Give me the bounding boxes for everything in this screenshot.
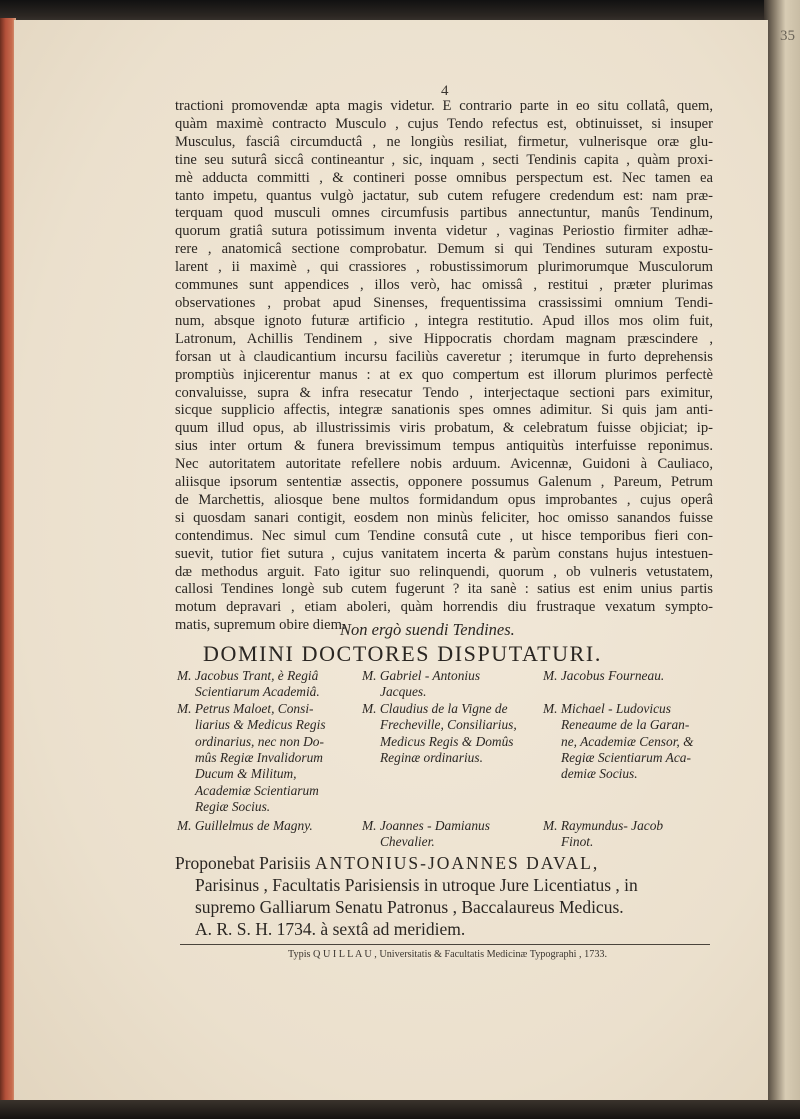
paragraph-line: communes sunt appendices , illos verò, hac omissâ , restitui , præter plurimas [175,277,713,294]
paragraph-line: Nec autoritatem autoritate refellere nobis arduum. Avicennæ, Guidoni à Cauliaco, [175,456,713,473]
paragraph-line: rere , anatomicâ sectione comprobatur. Demum si qui Tendines suturam expostu- [175,241,713,258]
doctor-name: M. Michael - Ludovicus [543,700,671,716]
paragraph-line: quum illud opus, ab illustrissimis viris probatum, & celebratum fuisse objiciat; ip- [175,420,713,437]
doctor-title-line: Jacques. [380,684,427,700]
paragraph-line: contendimus. Nec simul cum Tendine consutâ cute , ut hisce temporibus fieri con- [175,527,713,544]
printer-imprint: Typis Q U I L L A U , Universitatis & Facultatis Medicinæ Typographi , 1733. [288,949,608,960]
doctors-row2-column-2 [362,818,490,851]
doctors-column-2 [362,668,517,766]
paragraph-line: convaluisse, supra & infra resecatur Tendo , interjectaque sectioni pars eximitur, [175,384,713,401]
doctor-title-line: Regiæ Socius. [195,799,271,815]
doctor-title-line: Scientiarum Academiâ. [195,684,320,700]
doctor-name: M. Joannes - Damianus [362,818,490,833]
doctor-name: M. Jacobus Fourneau. [543,668,665,683]
doctor-title-line: Chevalier. [380,834,435,850]
proponebat-line-2: Parisinus , Facultatis Parisiensis in utroque Jure Licentiatus , in [195,875,638,895]
doctor-name: M. Raymundus- Jacob [543,818,664,833]
proponebat-line-1 [175,852,638,874]
book-edge-right [764,0,800,1119]
paragraph-line: tine seu suturâ siccâ contineantur , sic, inquam , secti Tendinis capita , quàm proxi- [175,151,713,168]
paragraph-line: tanto impetu, quantus vulgò jactatur, sub cutem refugere credendum est: nam præ- [175,187,713,204]
doctor-title-line [543,684,694,700]
doctor-name: M. Petrus Maloet, Consi- [177,700,314,716]
paragraph-line: tractioni promovendæ apta magis videtur. E contrario parte in eo situ collatâ, quem, [175,98,713,114]
doctors-column-3 [543,668,694,783]
paragraph-line: promptiùs injicerentur manus : at ex quo compertum est illorum plurimos perfectè [175,366,713,383]
paragraph-line: quorum gratiâ sutura potissimum inventa videtur , vaginas Periostio firmiter adhæ- [175,223,713,240]
doctor-name: M. Guillelmus de Magny. [177,818,313,833]
doctor-title-line: Reneaume de la Garan- [561,717,690,733]
paragraph-line: Musculus, fasciâ circumductâ , ne longiùs resiliat, firmetur, vulnerisque oræ glu- [175,133,713,150]
doctor-title-line: mûs Regiæ Invalidorum [195,750,323,766]
main-paragraph [175,98,713,635]
paragraph-line: suevit, tutior fiet sutura , cujus vanitatem incerta & parùm constans hujus intestuen- [175,545,713,562]
doctors-row2-column-3 [543,818,663,851]
paragraph-line: aliisque ipsorum sententiæ assectis, opponere possumus Galenum , Pareum, Petrum [175,474,713,491]
doctor-title-line: Finot. [561,834,594,850]
page-number: 4 [441,83,449,99]
doctors-column-1 [177,668,326,816]
doctor-title-line: Academiæ Scientiarum [195,782,319,798]
paragraph-line: dæ methodus arguit. Fato igitur suo relinquendi, quorum , ob vulneris vetustatem, [175,563,713,580]
imprint-rule [180,944,710,945]
doctor-name: M. Gabriel - Antonius [362,668,481,683]
doctor-title-line: Ducum & Militum, [195,766,297,782]
doctor-title-line: ne, Academiæ Censor, & [561,733,694,749]
proponebat-date-line: A. R. S. H. 1734. à sextâ ad meridiem. [195,919,466,939]
paragraph-line: sicque supplicio affectis, integræ sanationis spes omnes adimitur. Si quis jam anti- [175,402,713,419]
doctor-title-line: Regiæ Scientiarum Aca- [561,750,691,766]
paragraph-line: matis, supremum obire diem. [175,617,346,634]
paragraph-line: callosi Tendines longè sub cutem fugerunt ? ita sanè : satius est enim unius partis [175,581,713,598]
paragraph-line: mè adducta committi , & contineri posse omnibus perspectum est. Nec tamen ea [175,169,713,186]
proponebat-line-3: supremo Galliarum Senatu Patronus , Baccalaureus Medicus. [195,897,624,917]
doctors-heading: DOMINI DOCTORES DISPUTATURI. [203,641,602,666]
doctor-name: M. Jacobus Trant, è Regiâ [177,668,319,683]
binding-shadow-bottom [0,1100,800,1119]
paragraph-line: de Marchettis, aliosque bene multos formidandum opus improbantes , cujus operâ [175,491,713,508]
paragraph-line: terquam quod musculi omnes circumfusis partibus annectuntur, manûs Tendinum, [175,205,713,222]
doctor-title-line: ordinarius, nec non Do- [195,733,324,749]
doctor-title-line: Medicus Regis & Domûs [380,733,514,749]
conclusion-line: Non ergò suendi Tendines. [340,620,515,639]
paragraph-line: forsan ut à claudicantium incursu faciliùs caveretur ; iterumque in furto deprehensis [175,348,713,365]
paragraph-line: Latronum, Achillis Tendinem , sive Hippocratis chordam magnam præscindere , [175,330,713,347]
doctor-title-line: Frecheville, Consiliarius, [380,717,517,733]
paragraph-line: larent , ii maximè , qui crassiores , robustissimorum plurimorumque Musculorum [175,259,713,276]
paragraph-line: num, absque ignoto futuræ artificio , integra restitutio. Apud illos mos olim fuit, [175,312,713,329]
next-page-number: 35 [780,28,795,44]
paragraph-line: motum depravari , etiam aboleri, quàm horrendis diu frustraque vexatum sympto- [175,599,713,616]
doctors-row2-column-1 [177,818,313,834]
paragraph-line: si quosdam sanari contigit, eosdem non minùs feliciter, hoc omisso sanandos fuisse [175,509,713,526]
doctor-name: M. Claudius de la Vigne de [362,700,508,716]
paragraph-line: sius inter ortum & funera brevissimum tempus antiquitùs interfuisse reponimus. [175,438,713,455]
respondent-name: ANTONIUS-JOANNES DAVAL, [315,853,600,873]
proponebat-lead: Proponebat Parisiis [175,853,311,873]
binding-shadow-top [0,0,800,22]
doctor-title-line: Reginæ ordinarius. [380,750,483,766]
paragraph-line: observationes , probat apud Sinenses, frequentissima crassissimi omnium Tendi- [175,294,713,311]
proponebat-block [175,852,638,940]
doctor-title-line: demiæ Socius. [561,766,638,782]
paragraph-line: quàm maximè contracto Musculo , cujus Tendo refectus est, obtinuisset, si insuper [175,115,713,132]
doctor-title-line: liarius & Medicus Regis [195,717,326,733]
